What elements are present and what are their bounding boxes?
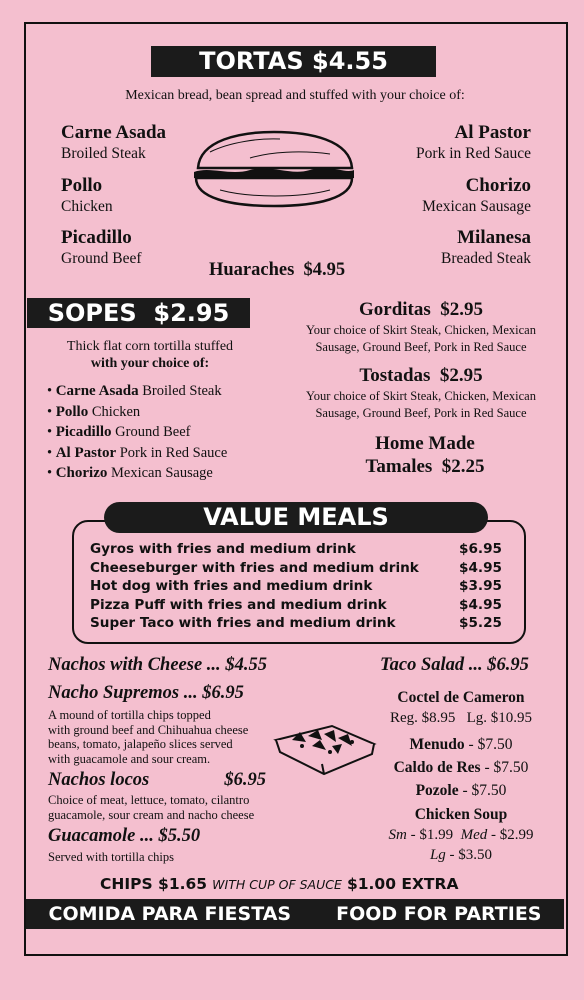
chicken-soup-sm-med: Sm - $1.99 Med - $2.99 (388, 827, 534, 843)
sopes-desc-line1: Thick flat corn tortilla stuffed (66, 339, 234, 354)
huaraches-title: Huaraches $4.95 (209, 260, 346, 280)
sopes-description (40, 338, 260, 372)
nacho-supremos-desc: A mound of tortilla chips topped with ground beef and Chihuahua cheese beans, tomato, jalapeño slices served with guacamole and sour cream. (48, 708, 249, 766)
torta-sandwich-illustration (190, 128, 358, 212)
chicken-soup-lg: Lg - $3.50 (429, 847, 493, 863)
list-item: • Pollo Chicken (47, 403, 141, 420)
menudo-line: Menudo - $7.50 (409, 736, 513, 753)
list-item: Hot dog with fries and medium drink $3.95 (90, 578, 502, 594)
sopes-banner: SOPES $2.95 (27, 298, 250, 328)
tostadas-title: Tostadas $2.95 (359, 365, 483, 386)
tortas-description: Mexican bread, bean spread and stuffed with your choice of: (125, 88, 465, 103)
torta-item-picadillo (61, 227, 142, 268)
gorditas-desc-2: Sausage, Ground Beef, Pork in Red Sauce (315, 340, 527, 354)
item-sub: Breaded Steak (441, 250, 531, 267)
tamales-line2: Tamales $2.25 (365, 456, 485, 477)
item-sub: Pork in Red Sauce (416, 145, 531, 162)
tortas-banner: TORTAS $4.55 (151, 46, 436, 77)
nachos-cheese: Nachos with Cheese ... $4.55 (48, 655, 267, 675)
item-sub: Ground Beef (61, 250, 142, 267)
list-item: • Picadillo Ground Beef (47, 424, 191, 440)
item-name: Chorizo (465, 175, 531, 196)
list-item: Cheeseburger with fries and medium drink $4.95 (90, 559, 502, 576)
torta-item-milanesa (441, 227, 531, 268)
item-name: Al Pastor (454, 122, 531, 143)
chicken-soup-section (362, 805, 560, 865)
parties-footer-banner (26, 899, 564, 929)
tostadas-desc-1: Your choice of Skirt Steak, Chicken, Mexican (306, 389, 536, 403)
list-item: Gyros with fries and medium drink $6.95 (90, 541, 502, 557)
gorditas-section (290, 298, 552, 356)
pozole-line: Pozole - $7.50 (415, 782, 507, 799)
coctel-prices: Reg. $8.95 Lg. $10.95 (389, 710, 533, 726)
tostadas-desc-2: Sausage, Ground Beef, Pork in Red Sauce (315, 406, 527, 420)
coctel-section (372, 688, 550, 728)
item-name: Carne Asada (61, 122, 167, 143)
torta-item-pollo (61, 175, 113, 216)
gorditas-title: Gorditas $2.95 (358, 299, 484, 320)
tostadas-section (290, 364, 552, 422)
footer-right: FOOD FOR PARTIES (336, 903, 542, 925)
guacamole-title: Guacamole ... $5.50 (48, 826, 201, 846)
torta-item-carne-asada (61, 122, 166, 163)
nachos-locos-title: Nachos locos $6.95 (48, 770, 266, 790)
nachos-locos-desc: Choice of meat, lettuce, tomato, cilantro guacamole, sour cream and nacho cheese (48, 793, 255, 822)
coctel-title: Coctel de Cameron (397, 689, 525, 706)
chicken-soup-title: Chicken Soup (414, 806, 508, 823)
list-item: • Chorizo Mexican Sausage (47, 465, 213, 481)
item-sub: Mexican Sausage (422, 198, 531, 215)
value-meals-list (90, 540, 502, 633)
tamales-section (340, 432, 510, 478)
sopes-desc-line2: with your choice of: (90, 356, 210, 371)
caldo-line: Caldo de Res - $7.50 (393, 759, 529, 776)
gorditas-desc-1: Your choice of Skirt Steak, Chicken, Mexican (306, 323, 536, 337)
item-sub: Chicken (61, 198, 113, 215)
value-meals-banner: VALUE MEALS (104, 502, 488, 533)
guacamole-desc: Served with tortilla chips (48, 850, 175, 864)
item-name: Pollo (61, 175, 103, 196)
nacho-supremos-title: Nacho Supremos ... $6.95 (48, 683, 244, 703)
torta-item-chorizo (422, 175, 531, 216)
item-sub: Broiled Steak (61, 145, 146, 162)
list-item: Super Taco with fries and medium drink $5.25 (90, 615, 502, 631)
list-item: Pizza Puff with fries and medium drink $4.95 (90, 596, 502, 613)
footer-left: COMIDA PARA FIESTAS (48, 903, 292, 925)
torta-item-al-pastor (416, 122, 531, 163)
tamales-line1: Home Made (375, 433, 475, 454)
list-item: • Al Pastor Pork in Red Sauce (47, 444, 228, 461)
sopes-list (47, 381, 227, 484)
item-name: Milanesa (457, 227, 531, 248)
taco-salad: Taco Salad ... $6.95 (380, 655, 529, 675)
nacho-tray-illustration (272, 720, 378, 776)
chips-line: CHIPS $1.65 WITH CUP OF SAUCE $1.00 EXTRA (100, 875, 459, 893)
item-name: Picadillo (61, 227, 132, 248)
list-item: • Carne Asada Broiled Steak (47, 383, 222, 399)
